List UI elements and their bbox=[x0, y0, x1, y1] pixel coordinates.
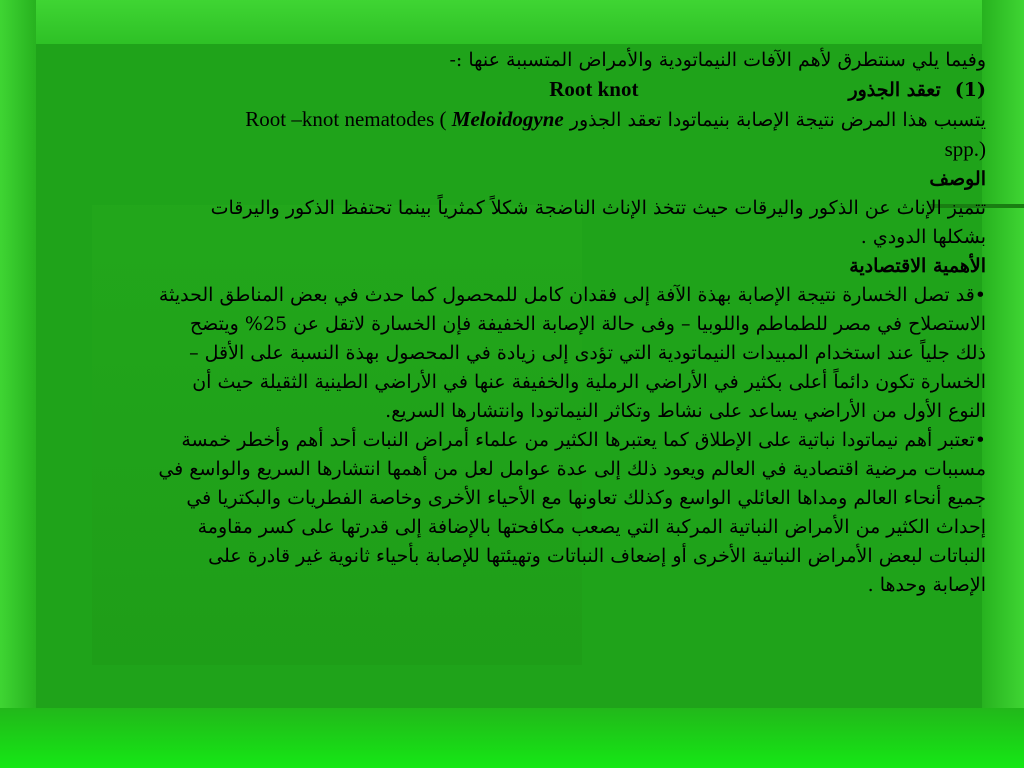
economic-line-4: الخسارة تكون دائماً أعلى بكثير في الأراضي الرملية والخفيفة عنها في الأراضي الطينية الثقيلة حيث أن bbox=[192, 371, 986, 393]
economic-line-7: مسببات مرضية اقتصادية في العالم ويعود ذلك إلى عدة عوامل لعل من أهمها انتشارها السريع والواسع في bbox=[158, 458, 986, 480]
cause-line bbox=[40, 105, 986, 135]
economic-line-3: ذلك جلياً عند استخدام المبيدات النيماتودية التي تؤدى إلى زيادة في المحصول بهذة النسبة على الأقل – bbox=[189, 342, 986, 364]
economic-line-1: •قد تصل الخسارة نتيجة الإصابة بهذة الآفة إلى فقدان كامل للمحصول كما حدث في بعض المناطق الحديثة bbox=[158, 284, 986, 306]
economic-line-9: إحداث الكثير من الأمراض النباتية المركبة التي يصعب مكافحتها بالإضافة إلى قدرتها على كسر مقاومة bbox=[197, 516, 986, 538]
section1-heading bbox=[40, 75, 986, 105]
background-right-band bbox=[982, 0, 1024, 768]
cause-text-en bbox=[245, 107, 563, 131]
section1-title-en: Root knot bbox=[549, 77, 639, 101]
economic-line-5: النوع الأول من الأراضي يساعد على نشاط وتكاثر النيماتودا وانتشارها السريع. bbox=[385, 400, 986, 422]
economic-line-8: جميع أنحاء العالم ومداها العائلي الواسع وكذلك تعاونها مع الأحياء الأخرى وخاصة الفطريات والبكتريا في bbox=[186, 487, 986, 509]
section1-number: (1) bbox=[954, 79, 986, 101]
background-left-band bbox=[0, 0, 36, 768]
description-heading: الوصف bbox=[929, 168, 986, 190]
cause-en-part2: spp.) bbox=[944, 137, 986, 161]
cause-en-part1: Root –knot nematodes ( bbox=[245, 107, 447, 131]
background-top-band bbox=[0, 0, 1024, 44]
economic-line-2: الاستصلاح في مصر للطماطم واللوبيا – وفى حالة الإصابة الخفيفة فإن الخسارة لاتقل عن 25% ويتضح bbox=[189, 313, 986, 335]
economic-line-11: الإصابة وحدها . bbox=[867, 574, 986, 596]
intro-line: وفيما يلي سنتطرق لأهم الآفات النيماتودية والأمراض المتسببة عنها :- bbox=[449, 49, 986, 71]
background-bottom-band bbox=[0, 708, 1024, 768]
description-line-2: بشكلها الدودي . bbox=[860, 226, 986, 248]
cause-en-italic: Meloidogyne bbox=[451, 107, 564, 131]
section1-title-ar: تعقد الجذور bbox=[848, 79, 941, 101]
economic-line-10: النباتات لبعض الأمراض النباتية الأخرى أو إضعاف النباتات وتهيئتها للإصابة بأحياء ثانوية غير قادرة على bbox=[208, 545, 986, 567]
description-line-1: تتميز الإناث عن الذكور واليرقات حيث تتخذ الإناث الناضجة شكلاً كمثرياً بينما تحتفظ الذكور واليرقات bbox=[210, 197, 986, 219]
cause-text-ar: يتسبب هذا المرض نتيجة الإصابة بنيماتودا تعقد الجذور bbox=[569, 109, 986, 131]
slide-body bbox=[40, 46, 986, 600]
economic-line-6: •تعتبر أهم نيماتودا نباتية على الإطلاق كما يعتبرها الكثير من علماء أمراض النبات أحد أهم وأخطر خمسة bbox=[181, 429, 986, 451]
cause-line-2 bbox=[40, 135, 986, 165]
economic-heading: الأهمية الاقتصادية bbox=[849, 255, 986, 277]
